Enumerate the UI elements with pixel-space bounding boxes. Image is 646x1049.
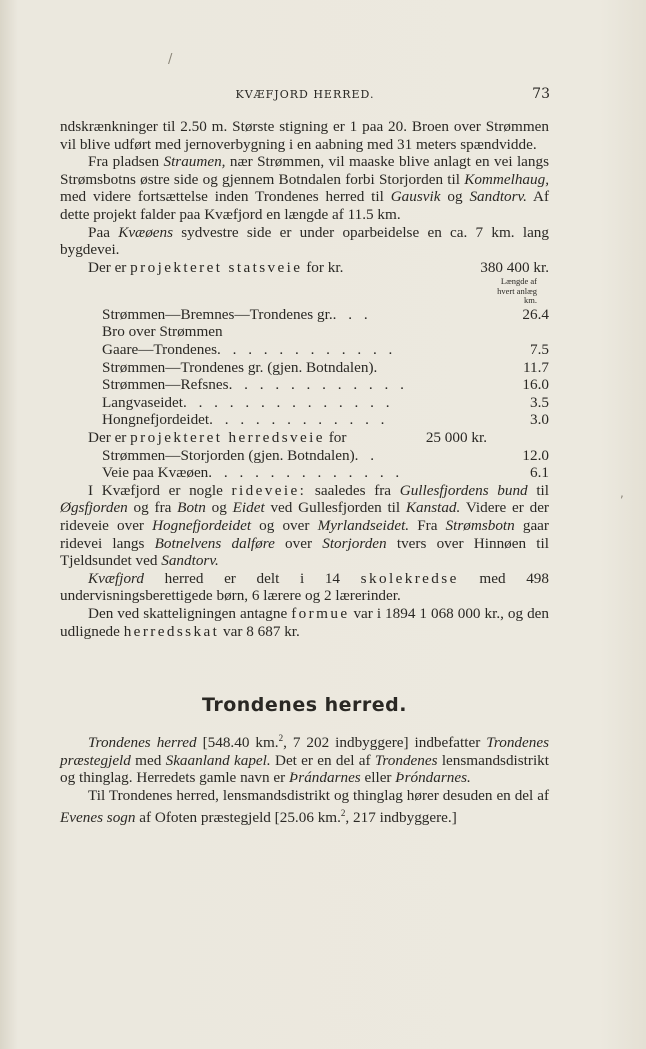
route-row: Bro over Strømmen bbox=[102, 323, 223, 341]
route-row: Strømmen—Refsnes . . . . . . . . . . . . 16.0 bbox=[102, 376, 549, 394]
running-head bbox=[60, 88, 550, 108]
dot-mark-icon: , bbox=[620, 486, 624, 500]
paragraph: Paa Kvæøens sydvestre side er under oparbeidelse en ca. 7 km. lang bygdevei. bbox=[60, 223, 549, 259]
page-number: 73 bbox=[532, 86, 550, 102]
section-heading: Trondenes herred. bbox=[201, 694, 407, 717]
column-header: Længde af hvert anlæg km. bbox=[497, 276, 537, 306]
paragraph: ndskrænkninger til 2.50 m. Største stigning er 1 paa 20. Broen over Strømmen vil blive udført med jernoverbygning i en aabning med 31 meters spændvidde. bbox=[60, 118, 549, 153]
page-header-title: KVÆFJORD HERRED. bbox=[235, 88, 375, 101]
paragraph: Den ved skatteligningen antagne formue var i 1894 1 068 000 kr., og den udlignede herredsskat var 8 687 kr. bbox=[60, 604, 550, 640]
page-body bbox=[60, 118, 549, 826]
route-row: Langvaseidet . . . . . . . . . . . . . . 3.5 bbox=[102, 393, 549, 411]
route-row: Hongnefjordeidet . . . . . . . . . . . . 3.0 bbox=[102, 411, 549, 429]
route-row: Veie paa Kvæøen . . . . . . . . . . . . . 6.1 bbox=[102, 464, 549, 482]
route-row: Strømmen—Storjorden (gjen. Botndalen) . . 12.0 bbox=[102, 446, 549, 464]
herredsveie-heading: Der er projekteret herredsveie for 25 000 kr. bbox=[88, 429, 487, 446]
paragraph: Fra pladsen Straumen, nær Strømmen, vil maaske blive anlagt en vei langs Strømsbotns østre side og gjennem Botndalen forbi Storjorden til Kommelhaug, med videre fortsættelse inden Trondenes herred til Gausvik og Sandtorv. Af dette projekt falder paa Kvæfjord en længde af 11.5 km. bbox=[60, 153, 550, 223]
paragraph: Kvæfjord herred er delt i 14 skolekredse med 498 undervisningsberettigede børn, 6 lærere og 2 lærerinder. bbox=[60, 569, 549, 605]
paragraph: Til Trondenes herred, lensmandsdistrikt og thinglag hører desuden en del af Evenes sogn af Ofoten præstegjeld [25.06 km.$^2$, 217 indbyggere.] bbox=[60, 786, 549, 826]
route-row: Strømmen—Bremnes—Trondenes gr. . . . 26.4 bbox=[102, 305, 549, 323]
route-row: Gaare—Trondenes . . . . . . . . . . . . 7.5 bbox=[102, 341, 549, 359]
route-row: Strømmen—Trondenes gr. (gjen. Botndalen) . 11.7 bbox=[102, 358, 549, 376]
statsveie-heading: Der er projekteret statsveie for kr. 380 400 kr. bbox=[88, 258, 549, 276]
paragraph: I Kvæfjord er nogle rideveie: saaledes fra Gullesfjordens bund til Øgsfjorden og fra Botn og Eidet ved Gullesfjorden til Kanstad. Videre er der rideveie over Hognefjordeidet og over Myrlandseidet. Fra Strømsbotn gaar ridevei langs Botnelvens dalføre over Storjorden tvers over Hinnøen til Tjeldsundet ved Sandtorv. bbox=[60, 481, 549, 570]
paragraph: Trondenes herred [548.40 km.$^2$, 7 202 indbyggere] indbefatter Trondenes præstegjeld med Skaanland kapel. Det er en del af Trondenes lensmandsdistrikt og thinglag. Herredets gamle navn er Þrándarnes eller Þróndarnes. bbox=[60, 733, 549, 787]
pencil-mark-icon: / bbox=[168, 52, 173, 67]
